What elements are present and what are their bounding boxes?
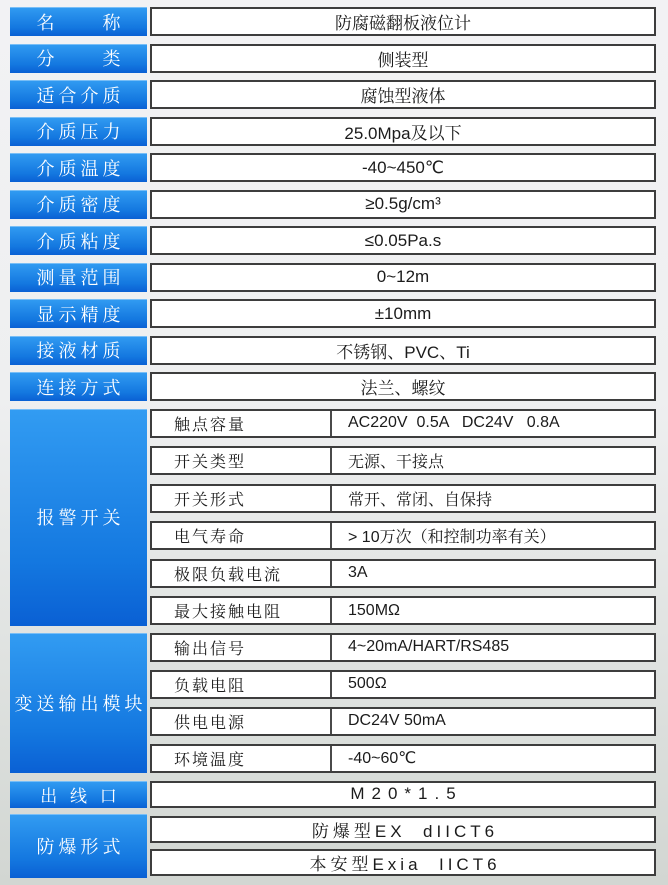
subrow-power-supply-value: DC24V 50mA <box>348 712 446 729</box>
row-measuring-range <box>10 263 656 292</box>
row-measuring-range-label: 测量范围 <box>10 263 147 292</box>
row-suitable-medium-value: 腐蚀型液体 <box>150 80 656 109</box>
row-product-name-label: 名 称 <box>10 7 147 36</box>
group-transmitter-module <box>10 633 656 773</box>
row-suitable-medium-label: 适合介质 <box>10 80 147 109</box>
subrow-load-resistance <box>150 670 656 699</box>
row-medium-density-value: ≥0.5g/cm³ <box>150 190 656 219</box>
row-suitable-medium <box>10 80 656 109</box>
subrow-load-resistance-label: 负载电阻 <box>174 677 247 695</box>
subrow-contact-capacity <box>150 409 656 438</box>
subrow-load-resistance-value: 500Ω <box>348 675 387 692</box>
subrow-output-signal <box>150 633 656 662</box>
subrow-power-supply <box>150 707 656 736</box>
group-explosion-proof-label: 防爆形式 <box>10 814 147 878</box>
row-category-label: 分 类 <box>10 44 147 73</box>
subrow-ambient-temperature-value: -40~60℃ <box>348 750 417 767</box>
subrow-limit-load-current <box>150 559 656 588</box>
subrow-electrical-life-label: 电气寿命 <box>174 529 247 547</box>
group-explosion-proof <box>10 814 656 878</box>
row-product-name <box>10 7 656 36</box>
group-transmitter-module-items <box>150 633 656 773</box>
subrow-output-signal-value: 4~20mA/HART/RS485 <box>348 638 510 655</box>
row-category-value: 侧装型 <box>150 44 656 73</box>
row-cable-entry <box>10 781 656 808</box>
subrow-contact-capacity-value: AC220V 0.5A DC24V 0.8A <box>348 414 560 431</box>
subrow-max-contact-resistance <box>150 596 656 625</box>
group-transmitter-module-label: 变送输出模块 <box>10 633 147 773</box>
row-medium-pressure-value: 25.0Mpa及以下 <box>150 117 656 146</box>
row-wetted-material-value: 不锈钢、PVC、Ti <box>150 336 656 365</box>
row-display-accuracy <box>10 299 656 328</box>
subrow-ambient-temperature <box>150 744 656 773</box>
row-intrinsically-safe-exia: 本安型Exia IICT6 <box>150 849 656 876</box>
group-alarm-switch-label: 报警开关 <box>10 409 147 626</box>
row-medium-temperature <box>10 153 656 182</box>
subrow-limit-load-current-value: 3A <box>348 564 368 582</box>
subrow-switch-type <box>150 446 656 475</box>
subrow-electrical-life-value: > 10万次（和控制功率有关） <box>348 529 556 547</box>
subrow-switch-type-value: 无源、干接点 <box>348 454 445 472</box>
group-alarm-switch-items <box>150 409 656 626</box>
row-cable-entry-value: M20*1.5 <box>150 781 656 808</box>
subrow-power-supply-label: 供电电源 <box>174 714 247 732</box>
subrow-limit-load-current-label: 极限负载电流 <box>174 566 283 584</box>
row-connection-type-label: 连接方式 <box>10 372 147 401</box>
row-display-accuracy-label: 显示精度 <box>10 299 147 328</box>
row-medium-viscosity-label: 介质粘度 <box>10 226 147 255</box>
row-category <box>10 44 656 73</box>
subrow-switch-form-value: 常开、常闭、自保持 <box>348 491 493 509</box>
row-medium-temperature-value: -40~450℃ <box>150 153 656 182</box>
subrow-contact-capacity-label: 触点容量 <box>174 416 247 434</box>
row-medium-pressure-label: 介质压力 <box>10 117 147 146</box>
row-wetted-material-label: 接液材质 <box>10 336 147 365</box>
subrow-max-contact-resistance-label: 最大接触电阻 <box>174 604 283 622</box>
row-medium-pressure <box>10 117 656 146</box>
subrow-ambient-temperature-label: 环境温度 <box>174 751 247 769</box>
row-product-name-value: 防腐磁翻板液位计 <box>150 7 656 36</box>
row-medium-density <box>10 190 656 219</box>
row-connection-type <box>10 372 656 401</box>
row-display-accuracy-value: ±10mm <box>150 299 656 328</box>
row-cable-entry-label: 出 线 口 <box>10 781 147 808</box>
row-medium-temperature-label: 介质温度 <box>10 153 147 182</box>
row-medium-viscosity-value: ≤0.05Pa.s <box>150 226 656 255</box>
subrow-output-signal-label: 输出信号 <box>174 640 247 658</box>
subrow-switch-form <box>150 484 656 513</box>
row-wetted-material <box>10 336 656 365</box>
row-explosion-proof-ex: 防爆型EX dIICT6 <box>150 816 656 843</box>
group-alarm-switch <box>10 409 656 626</box>
subrow-max-contact-resistance-value: 150MΩ <box>348 601 400 619</box>
row-medium-viscosity <box>10 226 656 255</box>
subrow-switch-form-label: 开关形式 <box>174 491 247 509</box>
subrow-electrical-life <box>150 521 656 550</box>
row-medium-density-label: 介质密度 <box>10 190 147 219</box>
subrow-switch-type-label: 开关类型 <box>174 454 247 472</box>
row-connection-type-value: 法兰、螺纹 <box>150 372 656 401</box>
row-measuring-range-value: 0~12m <box>150 263 656 292</box>
group-explosion-proof-items <box>150 814 656 878</box>
